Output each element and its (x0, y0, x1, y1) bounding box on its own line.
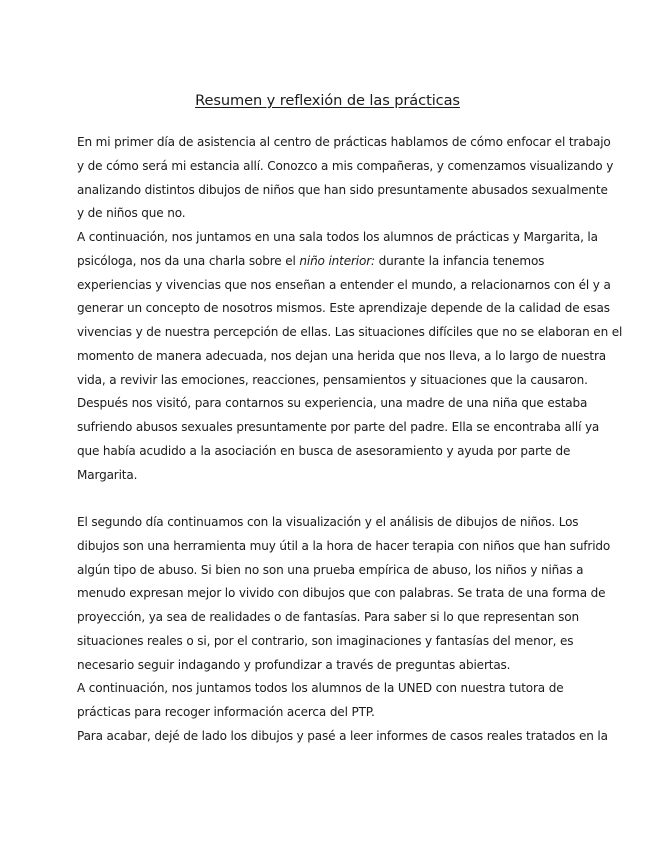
text-line: El segundo día continuamos con la visualización y el análisis de dibujos de niños. Los (77, 515, 579, 529)
text-line: Margarita. (77, 467, 138, 482)
paragraph-first-day (77, 131, 614, 226)
paragraph-inner-child-talk (77, 226, 623, 392)
text-line: vida, a revivir las emociones, reacciones, pensamientos y situaciones que la causaron. (77, 372, 588, 387)
emphasized-term: niño interior: (299, 253, 375, 268)
paragraph-second-day (77, 511, 611, 677)
paragraph-mother-visit (77, 392, 600, 487)
text-line: Para acabar, dejé de lado los dibujos y pasé a leer informes de casos reales tratados en la (77, 728, 608, 743)
text-line: dibujos son una herramienta muy útil a la hora de hacer terapia con niños que han sufrido (77, 538, 611, 553)
document-title: Resumen y reflexión de las prácticas (195, 92, 460, 109)
text-segment: psicóloga, nos da una charla sobre el (77, 253, 300, 268)
text-line: analizando distintos dibujos de niños que han sido presuntamente abusados sexualmente (77, 182, 608, 197)
text-line: Después nos visitó, para contarnos su experiencia, una madre de una niña que estaba (77, 396, 588, 411)
text-line: necesario seguir indagando y profundizar a través de preguntas abiertas. (77, 657, 511, 672)
text-line: En mi primer día de asistencia al centro de prácticas hablamos de cómo enfocar el trabajo (77, 135, 611, 149)
text-line: algún tipo de abuso. Si bien no son una prueba empírica de abuso, los niños y niñas a (77, 562, 584, 577)
document-body (77, 131, 623, 749)
text-line-with-emphasis (77, 250, 582, 274)
text-line: proyección, ya sea de realidades o de fantasías. Para saber si lo que representan son (77, 610, 579, 624)
text-line: momento de manera adecuada, nos dejan una herida que nos lleva, a lo largo de nuestra (77, 348, 606, 363)
text-line: prácticas para recoger información acerca del PTP. (77, 705, 375, 719)
text-line: experiencias y vivencias que nos enseñan a entender el mundo, a relacionarnos con él y a (77, 277, 611, 292)
text-line: sufriendo abusos sexuales presuntamente por parte del padre. Ella se encontraba allí ya (77, 420, 600, 434)
text-segment: durante la infancia tenemos (374, 253, 545, 268)
text-line: generar un concepto de nosotros mismos. Este aprendizaje depende de la calidad de esas (77, 301, 610, 316)
paragraph-uned-tutor (77, 677, 582, 725)
text-line: y de cómo será mi estancia allí. Conozco a mis compañeras, y comenzamos visualizando y (77, 158, 614, 173)
paragraph-spacer (77, 487, 582, 511)
text-line: A continuación, nos juntamos todos los alumnos de la UNED con nuestra tutora de (77, 681, 564, 696)
paragraph-case-reports (77, 725, 608, 749)
text-line: menudo expresan mejor lo vivido con dibujos que con palabras. Se trata de una forma de (77, 586, 606, 601)
text-line: que había acudido a la asociación en busca de asesoramiento y ayuda por parte de (77, 443, 571, 458)
text-line: A continuación, nos juntamos en una sala todos los alumnos de prácticas y Margarita, la (77, 230, 598, 244)
text-line: vivencias y de nuestra percepción de ellas. Las situaciones difíciles que no se elaboran en el (77, 325, 623, 339)
text-line: situaciones reales o si, por el contrario, son imaginaciones y fantasías del menor, es (77, 633, 574, 648)
text-line: y de niños que no. (77, 206, 186, 221)
